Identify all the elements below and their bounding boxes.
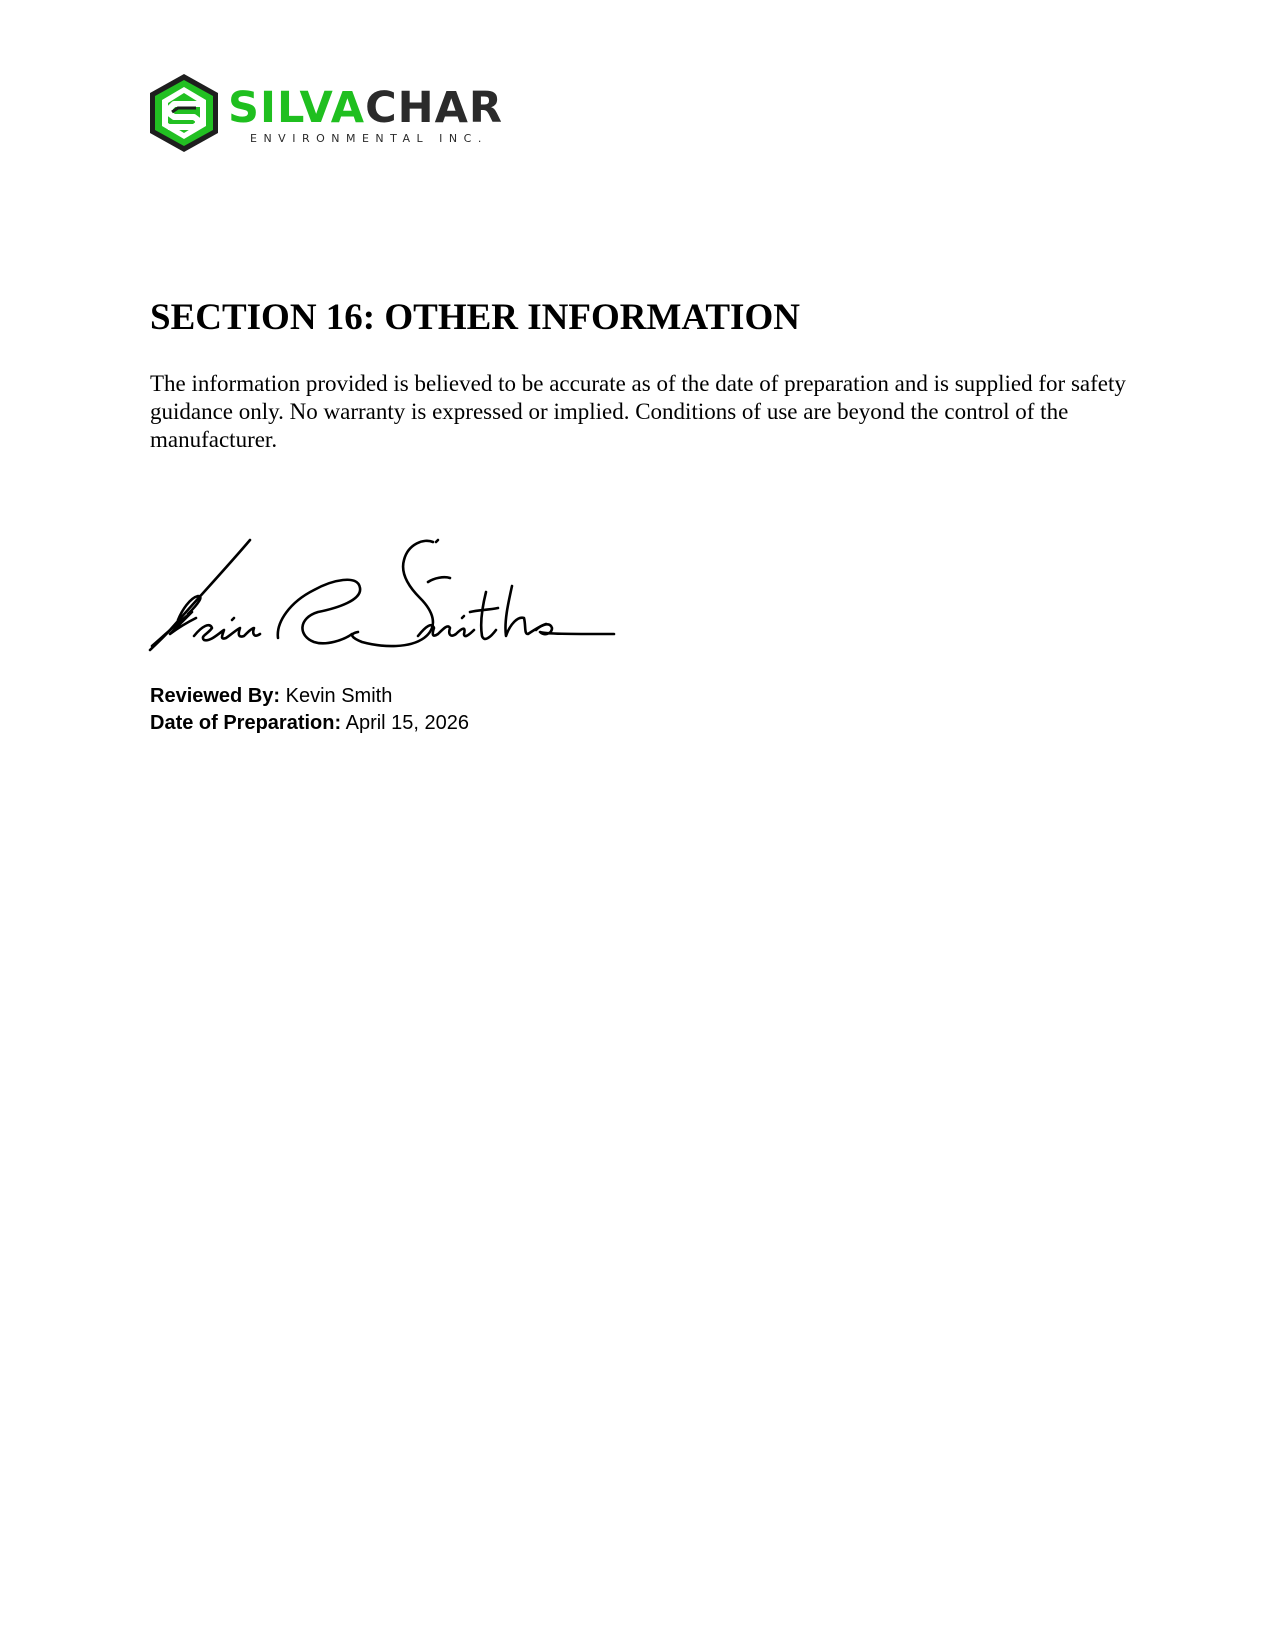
svg-text:SILVACHAR (228, 83, 503, 133)
signature-icon (148, 538, 614, 656)
logo-name-part2: CHAR (365, 83, 504, 133)
section-title: SECTION 16: OTHER INFORMATION (150, 297, 800, 338)
reviewed-by-label: Reviewed By: (150, 685, 281, 707)
silvachar-logo-icon (148, 72, 504, 156)
date-of-preparation-label: Date of Preparation: (150, 712, 342, 734)
reviewed-by-line (150, 683, 392, 709)
reviewed-by-value: Kevin Smith (285, 685, 393, 707)
logo-tagline: ENVIRONMENTAL INC. (250, 132, 488, 145)
section-body-text: The information provided is believed to be accurate as of the date of preparation and is supplied for safety guidance only. No warranty is expressed or implied. Conditions of use are beyond the control of the manufacturer. (150, 371, 1126, 452)
logo-name-part1: SILVA (228, 83, 366, 133)
date-of-preparation-line (150, 710, 469, 736)
date-of-preparation-value: April 15, 2026 (345, 712, 470, 734)
company-logo (148, 72, 504, 156)
